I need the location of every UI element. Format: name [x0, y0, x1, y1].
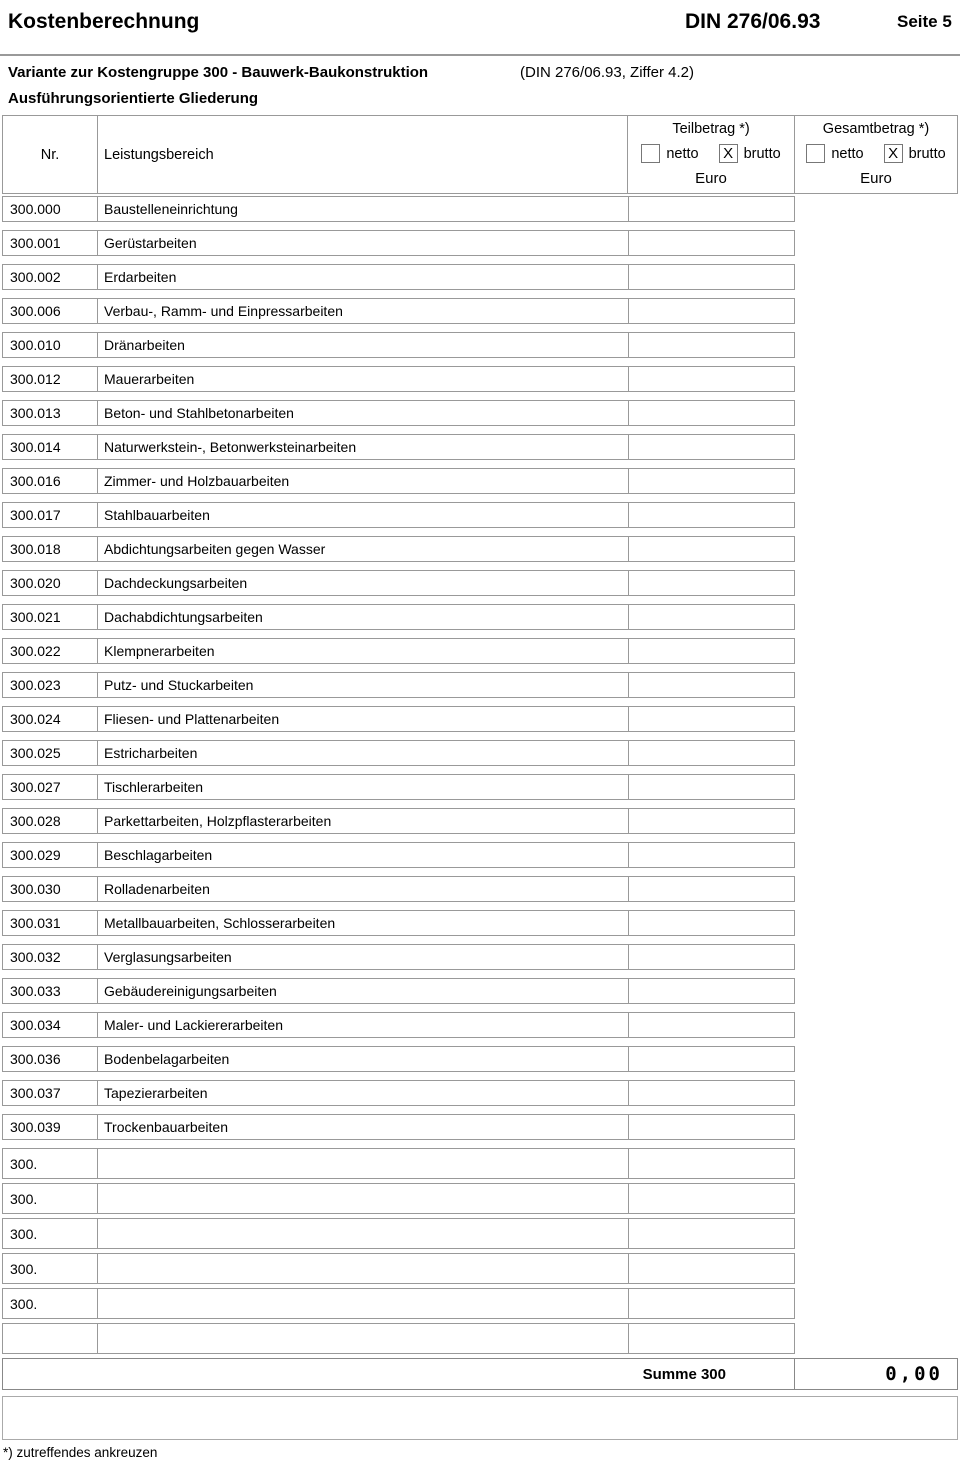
row-label: Tischlerarbeiten — [98, 775, 629, 799]
column-header-leistungsbereich: Leistungsbereich — [98, 116, 628, 193]
table-row — [2, 808, 795, 834]
table-row — [2, 400, 795, 426]
teilbetrag-netto-label: netto — [666, 145, 699, 162]
gesamtbetrag-brutto-checkbox[interactable]: X — [884, 144, 903, 163]
row-number: 300. — [3, 1184, 98, 1213]
row-label: Gebäudereinigungsarbeiten — [98, 979, 629, 1003]
row-number: 300.001 — [3, 231, 98, 255]
row-teilbetrag-field[interactable] — [629, 435, 794, 459]
row-label: Klempnerarbeiten — [98, 639, 629, 663]
row-teilbetrag-field[interactable] — [629, 911, 794, 935]
row-teilbetrag-field[interactable] — [629, 605, 794, 629]
row-label: Dränarbeiten — [98, 333, 629, 357]
row-teilbetrag-field[interactable] — [629, 537, 794, 561]
teilbetrag-unit-label: Euro — [695, 170, 727, 187]
row-teilbetrag-field[interactable] — [629, 843, 794, 867]
table-row — [2, 196, 795, 222]
row-teilbetrag-field[interactable] — [629, 1219, 794, 1248]
row-number: 300.020 — [3, 571, 98, 595]
table-row — [2, 876, 795, 902]
row-number: 300. — [3, 1254, 98, 1283]
row-teilbetrag-field[interactable] — [629, 1013, 794, 1037]
row-teilbetrag-field[interactable] — [629, 707, 794, 731]
row-number: 300.006 — [3, 299, 98, 323]
sum-row — [2, 1358, 958, 1390]
row-number: 300.016 — [3, 469, 98, 493]
row-number: 300. — [3, 1219, 98, 1248]
column-header-teilbetrag — [628, 116, 795, 193]
row-label: Zimmer- und Holzbauarbeiten — [98, 469, 629, 493]
row-number: 300.021 — [3, 605, 98, 629]
table-row — [2, 434, 795, 460]
row-number: 300.014 — [3, 435, 98, 459]
teilbetrag-title: Teilbetrag *) — [672, 121, 750, 137]
sum-label: Summe 300 — [3, 1359, 795, 1389]
row-teilbetrag-field[interactable] — [629, 469, 794, 493]
row-number: 300.002 — [3, 265, 98, 289]
din-norm-label: DIN 276/06.93 — [685, 10, 821, 33]
row-number: 300.029 — [3, 843, 98, 867]
table-row — [2, 672, 795, 698]
row-label[interactable] — [98, 1219, 629, 1248]
row-number: 300.023 — [3, 673, 98, 697]
row-teilbetrag-field[interactable] — [629, 741, 794, 765]
row-label[interactable] — [98, 1149, 629, 1178]
row-label: Trockenbauarbeiten — [98, 1115, 629, 1139]
gesamtbetrag-title: Gesamtbetrag *) — [822, 121, 930, 137]
bottom-empty-field[interactable] — [2, 1396, 958, 1440]
table-row — [2, 264, 795, 290]
row-teilbetrag-field[interactable] — [629, 1047, 794, 1071]
column-header-gesamtbetrag — [795, 116, 957, 193]
row-number: 300.027 — [3, 775, 98, 799]
table-row — [2, 1288, 795, 1319]
table-row — [2, 604, 795, 630]
row-label[interactable] — [98, 1289, 629, 1318]
row-number: 300.010 — [3, 333, 98, 357]
table-row — [2, 230, 795, 256]
header-divider — [0, 54, 960, 56]
table-row — [2, 842, 795, 868]
row-teilbetrag-field[interactable] — [629, 877, 794, 901]
row-teilbetrag-field[interactable] — [629, 571, 794, 595]
row-teilbetrag-field[interactable] — [629, 979, 794, 1003]
column-header-nr: Nr. — [3, 116, 98, 193]
table-row — [2, 1012, 795, 1038]
row-label: Beschlagarbeiten — [98, 843, 629, 867]
table-row — [2, 1183, 795, 1214]
row-teilbetrag-field[interactable] — [629, 367, 794, 391]
row-teilbetrag-field[interactable] — [629, 299, 794, 323]
row-teilbetrag-field[interactable] — [629, 503, 794, 527]
gesamtbetrag-netto-label: netto — [831, 145, 864, 162]
table-row — [2, 536, 795, 562]
row-label[interactable] — [98, 1184, 629, 1213]
row-number: 300. — [3, 1149, 98, 1178]
row-teilbetrag-field[interactable] — [629, 231, 794, 255]
table-row — [2, 298, 795, 324]
gliederung-subtitle: Ausführungsorientierte Gliederung — [8, 90, 259, 107]
row-label: Estricharbeiten — [98, 741, 629, 765]
row-label: Baustelleneinrichtung — [98, 197, 629, 221]
row-label: Naturwerkstein-, Betonwerksteinarbeiten — [98, 435, 629, 459]
row-label: Parkettarbeiten, Holzpflasterarbeiten — [98, 809, 629, 833]
row-teilbetrag-field[interactable] — [629, 945, 794, 969]
table-row — [2, 1080, 795, 1106]
row-number: 300.013 — [3, 401, 98, 425]
row-label[interactable] — [98, 1324, 629, 1353]
row-label: Metallbauarbeiten, Schlosserarbeiten — [98, 911, 629, 935]
row-teilbetrag-field[interactable] — [629, 673, 794, 697]
row-teilbetrag-field[interactable] — [629, 333, 794, 357]
table-row — [2, 332, 795, 358]
row-number: 300. — [3, 1289, 98, 1318]
table-row — [2, 468, 795, 494]
table-row — [2, 502, 795, 528]
row-label: Tapezierarbeiten — [98, 1081, 629, 1105]
row-number — [3, 1324, 98, 1353]
row-teilbetrag-field[interactable] — [629, 1324, 794, 1353]
row-label: Maler- und Lackiererarbeiten — [98, 1013, 629, 1037]
table-row — [2, 1114, 795, 1140]
page-number-label: Seite 5 — [897, 12, 952, 31]
page-header — [0, 4, 960, 54]
row-number: 300.018 — [3, 537, 98, 561]
table-row — [2, 978, 795, 1004]
table-row — [2, 1253, 795, 1284]
row-teilbetrag-field[interactable] — [629, 265, 794, 289]
row-label: Mauerarbeiten — [98, 367, 629, 391]
table-body — [2, 196, 958, 1460]
row-teilbetrag-field[interactable] — [629, 775, 794, 799]
table-row — [2, 774, 795, 800]
table-row — [2, 910, 795, 936]
row-teilbetrag-field[interactable] — [629, 1149, 794, 1178]
row-number: 300.039 — [3, 1115, 98, 1139]
teilbetrag-netto-checkbox[interactable] — [641, 144, 660, 163]
sum-value: 0,00 — [885, 1363, 943, 1385]
row-label: Dachabdichtungsarbeiten — [98, 605, 629, 629]
row-number: 300.031 — [3, 911, 98, 935]
row-number: 300.017 — [3, 503, 98, 527]
row-label: Putz- und Stuckarbeiten — [98, 673, 629, 697]
table-row — [2, 1323, 795, 1354]
row-number: 300.028 — [3, 809, 98, 833]
row-teilbetrag-field[interactable] — [629, 401, 794, 425]
row-number: 300.032 — [3, 945, 98, 969]
table-row — [2, 366, 795, 392]
gesamtbetrag-netto-checkbox[interactable] — [806, 144, 825, 163]
row-teilbetrag-field[interactable] — [629, 1254, 794, 1283]
row-number: 300.030 — [3, 877, 98, 901]
table-row — [2, 638, 795, 664]
row-teilbetrag-field[interactable] — [629, 809, 794, 833]
teilbetrag-brutto-checkbox[interactable]: X — [719, 144, 738, 163]
row-teilbetrag-field[interactable] — [629, 1289, 794, 1318]
row-number: 300.024 — [3, 707, 98, 731]
row-teilbetrag-field[interactable] — [629, 1081, 794, 1105]
page-title: Kostenberechnung — [8, 10, 200, 33]
row-number: 300.036 — [3, 1047, 98, 1071]
row-label: Bodenbelagarbeiten — [98, 1047, 629, 1071]
din-reference: (DIN 276/06.93, Ziffer 4.2) — [520, 64, 694, 81]
row-label[interactable] — [98, 1254, 629, 1283]
table-row — [2, 1148, 795, 1179]
table-row — [2, 570, 795, 596]
row-label: Rolladenarbeiten — [98, 877, 629, 901]
gesamtbetrag-brutto-label: brutto — [908, 145, 946, 162]
row-teilbetrag-field[interactable] — [629, 1184, 794, 1213]
row-label: Dachdeckungsarbeiten — [98, 571, 629, 595]
row-label: Verbau-, Ramm- und Einpressarbeiten — [98, 299, 629, 323]
table-header-row — [2, 115, 958, 194]
row-teilbetrag-field[interactable] — [629, 197, 794, 221]
row-number: 300.033 — [3, 979, 98, 1003]
row-number: 300.000 — [3, 197, 98, 221]
row-number: 300.012 — [3, 367, 98, 391]
footnote: *) zutreffendes ankreuzen — [3, 1445, 158, 1460]
row-teilbetrag-field[interactable] — [629, 1115, 794, 1139]
variant-title: Variante zur Kostengruppe 300 - Bauwerk-Baukonstruktion — [8, 64, 429, 81]
row-label: Erdarbeiten — [98, 265, 629, 289]
table-row — [2, 1218, 795, 1249]
row-label: Stahlbauarbeiten — [98, 503, 629, 527]
teilbetrag-brutto-label: brutto — [743, 145, 781, 162]
row-number: 300.037 — [3, 1081, 98, 1105]
row-teilbetrag-field[interactable] — [629, 639, 794, 663]
row-label: Fliesen- und Plattenarbeiten — [98, 707, 629, 731]
row-number: 300.025 — [3, 741, 98, 765]
gesamtbetrag-unit-label: Euro — [860, 170, 892, 187]
table-row — [2, 944, 795, 970]
row-label: Abdichtungsarbeiten gegen Wasser — [98, 537, 629, 561]
table-row — [2, 706, 795, 732]
row-number: 300.034 — [3, 1013, 98, 1037]
table-row — [2, 740, 795, 766]
row-label: Gerüstarbeiten — [98, 231, 629, 255]
row-number: 300.022 — [3, 639, 98, 663]
table-row — [2, 1046, 795, 1072]
row-label: Verglasungsarbeiten — [98, 945, 629, 969]
row-label: Beton- und Stahlbetonarbeiten — [98, 401, 629, 425]
